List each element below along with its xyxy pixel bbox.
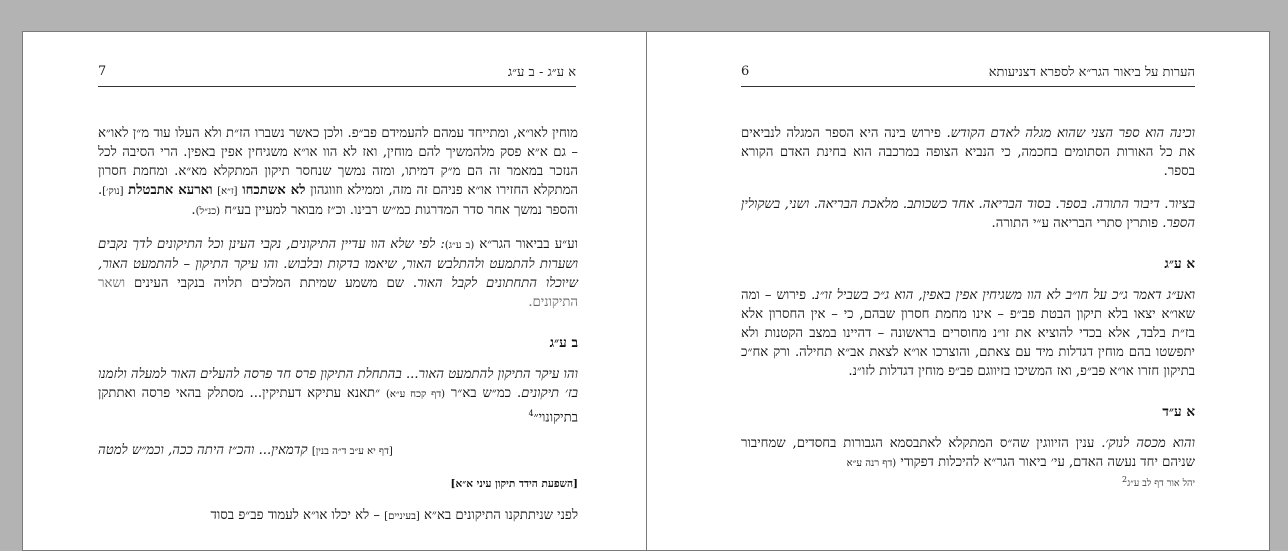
section-heading: א ע״ד <box>1162 404 1195 420</box>
footnote: יהל אור דף לב ע״ג$^2$ <box>1121 475 1195 490</box>
running-title: א ע״ג - ב ע״ג <box>507 65 576 80</box>
page-left <box>22 31 647 551</box>
subsection-heading: [השפעת הידד תיקון עיני א״א] <box>450 478 578 491</box>
block-quote: [דף יא ע״ב ד״ה בנין] קדמאין... והכ״ז היתה ככה, וכמ״ש למטה <box>98 443 393 459</box>
page-number: 6 <box>741 64 750 79</box>
paragraph: לפני שניתתקנו התיקונים בא״א [בעיניים] – לא יכלו או״א לעמוד פב״פ בסוד <box>210 508 578 524</box>
page-right <box>646 31 1270 551</box>
page-header <box>98 64 576 87</box>
paragraph: וכינה הוא ספר הצני שהוא מגלה לאדם הקודש. פירוש בינה היא הספר המגלה לנביאים את כל האורות הסתומים בחכמה, כי הנביא הצופה במרכבה הוא בחינת האדם הקורא בספר. <box>741 126 1196 179</box>
paragraph: והו עיקר התיקון להתמעט האור... בהתחלת התיקון פרס חד פרסה להעלים האור למעלה ולזמנו בז׳ תיקונים. כמ״ש בא״ר (דף קכח ע״א) ״תאנא עתיקא דעתיקין... מסתלק בהאי פרסה ואתתקן בתיקונוי״$^4$ <box>98 367 579 426</box>
footnote-marker[interactable]: 4 <box>528 409 534 418</box>
page-body <box>741 124 1195 490</box>
section-heading: ב ע״ג <box>549 335 578 351</box>
section-heading: א ע״ג <box>1164 256 1195 272</box>
paragraph: ואע״ג דאמר ג״כ על חו״ב לא הוו משגיחין אפין באפין, הוא ג״כ בשביל זו״נ. פירוש – ומה שאו״א יצאו בלא תיקון הבטת פב״פ – אינו מחמת חסרון שבהם, כי – אין החסרון אלא בז״ת בלבד, אלא בכדי להוציא את זו״נ מחוסרים בראשונה – דהיינו במצב הקטנות ולא יתפשטו בהם מוחין דגדלות מיד עם צאתם, והוצרכו או״א לצאת אב״א תחילה. ורק אח״כ בתיקון חזרו או״א פב״פ, ואז המשיכו בזיווגם פב״פ מוחין דגדלות לזו״נ. <box>741 288 1195 379</box>
paragraph: בציור. דיבור התורה. בספר. בסוד הבריאה. אחד כשכותב. מלאכת הבריאה. ושני, בשקולין הספר. פותרין סתרי הבריאה ע״י התורה. <box>741 197 1195 231</box>
paragraph: והוא מכסה לנוק׳. ענין הזיווגין שה״ס המתקלא לאתבסמא הגבורות בחסדים, שמחיבור שניהם יחד נעשה האדם, עי׳ ביאור הגר״א להיכלות דפקודי (דף רנה ע״א <box>741 436 1195 470</box>
page-number: 7 <box>98 64 107 79</box>
paragraph: וע״ע בביאור הגר״א (ב ע״ג): לפי שלא הוו עדיין התיקונים, נקבי העינן וכל התיקונים לדך נקבים ושערות להתמעט ולהתלבש האור, שיאמו בדקות ובלבוש. והו עיקר התיקון – להתמעט האור, שיוכלו התחתונים לקבל האור. שם משמע שמיתת המלכים תלויה בנקבי העינים ושאר התיקונים. <box>98 237 579 310</box>
page-header <box>741 64 1195 87</box>
running-title: הערות על ביאור הגר״א לספרא דצניעותא <box>988 65 1195 80</box>
paragraph: מוחין לאו״א, ומתייחד עמהם להעמידם פב״פ. ולכן כאשר נשברו הז״ת ולא העלו עוד מ״ן לאו״א – גם א״א פסק מלהמשיך להם מוחין, ואז לא הוו או״א משגיחין אפין באפין. הרי הסיבה לכל הנזכר במאמר זה הם מ״ק דמיתו, ומזה נמשך שנחסר תיקון המתקלא מא״א. ומחמת חסרון המתקלא החזירו או״א פניהם זה מזה, וממילא וזווגהון לא אשתכחו [ז״א] וארעא אתבטלת [נוק׳]. והספר נמשך אחר סדר המדרגות כמ״ש רבינו. וכ״ז מבואר למעיין בע״ח (כנ״ל). <box>98 126 578 218</box>
page-body <box>98 124 578 540</box>
footnote-marker[interactable]: 2 <box>1121 475 1128 484</box>
